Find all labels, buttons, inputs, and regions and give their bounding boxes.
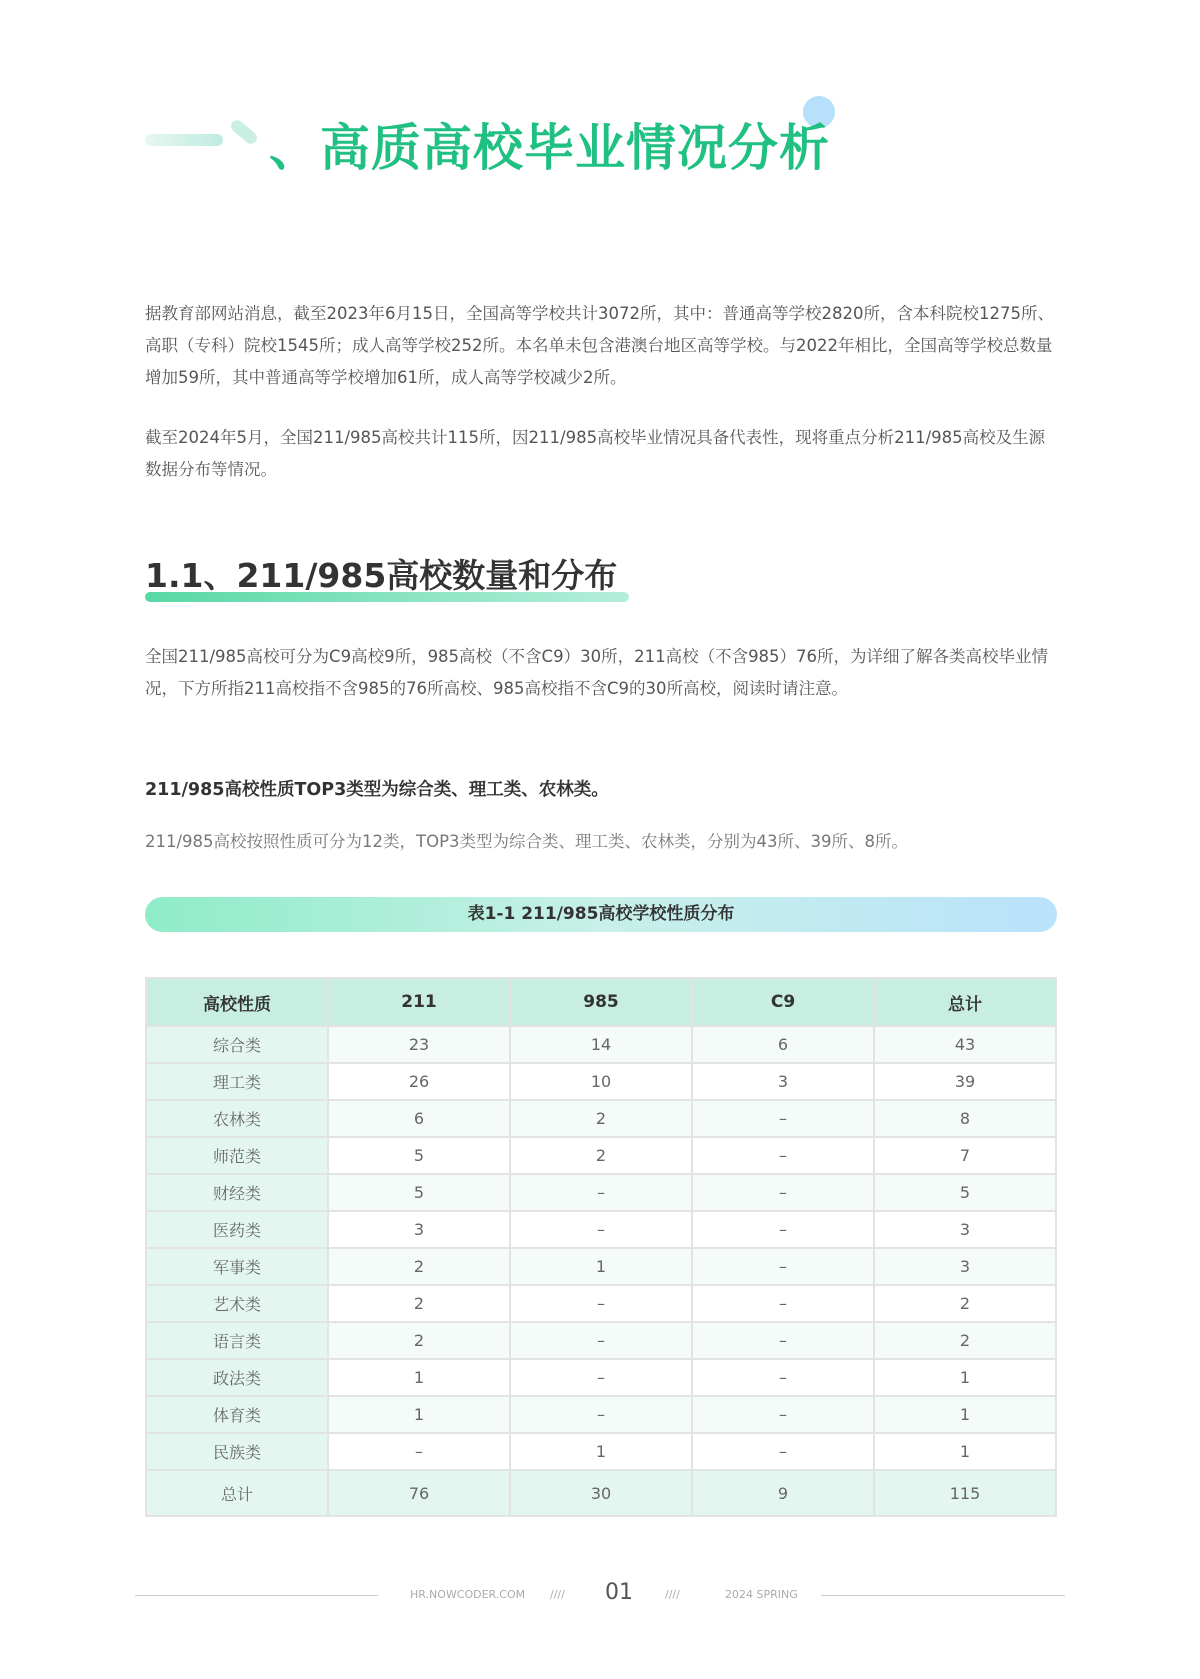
cell-total: 2	[874, 1285, 1056, 1322]
cell-c9: –	[692, 1359, 874, 1396]
cell-c9: –	[692, 1433, 874, 1470]
cell-type: 综合类	[146, 1026, 328, 1063]
table-row	[146, 1285, 1056, 1322]
footer-slashes-right: ////	[665, 1588, 680, 1601]
cell-211: 2	[328, 1248, 510, 1285]
cell-211: 5	[328, 1174, 510, 1211]
cell-985: –	[510, 1211, 692, 1248]
footer-line-left	[135, 1595, 378, 1596]
cell-985: –	[510, 1174, 692, 1211]
cell-total: 8	[874, 1100, 1056, 1137]
cell-c9: –	[692, 1248, 874, 1285]
cell-211: –	[328, 1433, 510, 1470]
intro-paragraph-2: 截至2024年5月，全国211/985高校共计115所，因211/985高校毕业情况具备代表性，现将重点分析211/985高校及生源数据分布等情况。	[145, 428, 1046, 479]
cell-985: 2	[510, 1137, 692, 1174]
header-211: 211	[328, 978, 510, 1026]
footer-site: HR.NOWCODER.COM	[410, 1588, 526, 1601]
footer-season: 2024 SPRING	[725, 1588, 798, 1601]
cell-total: 39	[874, 1063, 1056, 1100]
table-row	[146, 1211, 1056, 1248]
table-row	[146, 1248, 1056, 1285]
cell-type: 艺术类	[146, 1285, 328, 1322]
total-label: 总计	[146, 1470, 328, 1516]
section-heading	[145, 550, 655, 604]
table-caption: 表1-1 211/985高校学校性质分布	[145, 897, 1057, 932]
cell-c9: –	[692, 1137, 874, 1174]
table-row	[146, 1026, 1056, 1063]
cell-type: 军事类	[146, 1248, 328, 1285]
cell-c9: –	[692, 1396, 874, 1433]
cell-211: 26	[328, 1063, 510, 1100]
cell-985: 1	[510, 1248, 692, 1285]
cell-total: 3	[874, 1211, 1056, 1248]
page-footer	[135, 1580, 1065, 1610]
cell-211: 1	[328, 1396, 510, 1433]
cell-type: 师范类	[146, 1137, 328, 1174]
cell-c9: 3	[692, 1063, 874, 1100]
cell-985: 10	[510, 1063, 692, 1100]
table-row	[146, 1100, 1056, 1137]
heading-title: 、高质高校毕业情况分析	[269, 119, 830, 177]
cell-c9: –	[692, 1322, 874, 1359]
total-sum: 115	[874, 1470, 1056, 1516]
heading-comma-mark	[229, 118, 260, 146]
cell-total: 7	[874, 1137, 1056, 1174]
cell-211: 6	[328, 1100, 510, 1137]
cell-c9: –	[692, 1211, 874, 1248]
cell-type: 理工类	[146, 1063, 328, 1100]
table-header-row	[146, 978, 1056, 1026]
cell-c9: –	[692, 1100, 874, 1137]
table-total-row	[146, 1470, 1056, 1516]
cell-total: 2	[874, 1322, 1056, 1359]
cell-type: 财经类	[146, 1174, 328, 1211]
page-number: 01	[605, 1580, 633, 1605]
cell-211: 5	[328, 1137, 510, 1174]
table-row	[146, 1063, 1056, 1100]
header-985: 985	[510, 978, 692, 1026]
header-c9: C9	[692, 978, 874, 1026]
cell-985: –	[510, 1285, 692, 1322]
cell-total: 43	[874, 1026, 1056, 1063]
cell-985: –	[510, 1396, 692, 1433]
total-985: 30	[510, 1470, 692, 1516]
cell-985: 1	[510, 1433, 692, 1470]
cell-985: 14	[510, 1026, 692, 1063]
table-row	[146, 1322, 1056, 1359]
section-paragraph-1: 全国211/985高校可分为C9高校9所，985高校（不含C9）30所，211高校（不含985）76所，为详细了解各类高校毕业情况，下方所指211高校指不含985的76所高校、985高校指不含C9的30所高校，阅读时请注意。	[145, 647, 1049, 698]
cell-total: 1	[874, 1396, 1056, 1433]
main-heading	[145, 108, 865, 188]
cell-985: –	[510, 1359, 692, 1396]
cell-211: 23	[328, 1026, 510, 1063]
section-paragraph-2: 211/985高校按照性质可分为12类，TOP3类型为综合类、理工类、农林类，分别为43所、39所、8所。	[145, 832, 909, 851]
header-type: 高校性质	[146, 978, 328, 1026]
cell-211: 2	[328, 1285, 510, 1322]
footer-slashes-left: ////	[550, 1588, 565, 1601]
cell-type: 医药类	[146, 1211, 328, 1248]
cell-total: 3	[874, 1248, 1056, 1285]
table-row	[146, 1137, 1056, 1174]
table-row	[146, 1433, 1056, 1470]
cell-211: 3	[328, 1211, 510, 1248]
cell-c9: –	[692, 1174, 874, 1211]
cell-total: 1	[874, 1433, 1056, 1470]
cell-type: 语言类	[146, 1322, 328, 1359]
cell-c9: –	[692, 1285, 874, 1322]
table-row	[146, 1174, 1056, 1211]
intro-paragraph-1: 据教育部网站消息，截至2023年6月15日，全国高等学校共计3072所，其中：普通高等学校2820所，含本科院校1275所、高职（专科）院校1545所；成人高等学校252所。本名单未包含港澳台地区高等学校。与2022年相比，全国高等学校总数量增加59所，其中普通高等学校增加61所，成人高等学校减少2所。	[145, 304, 1054, 387]
total-211: 76	[328, 1470, 510, 1516]
total-c9: 9	[692, 1470, 874, 1516]
header-total: 总计	[874, 978, 1056, 1026]
heading-number-bar	[145, 134, 223, 146]
table-row	[146, 1396, 1056, 1433]
cell-985: –	[510, 1322, 692, 1359]
cell-211: 2	[328, 1322, 510, 1359]
section-title: 1.1、211/985高校数量和分布	[145, 556, 618, 595]
cell-total: 5	[874, 1174, 1056, 1211]
cell-total: 1	[874, 1359, 1056, 1396]
cell-985: 2	[510, 1100, 692, 1137]
cell-type: 民族类	[146, 1433, 328, 1470]
cell-type: 政法类	[146, 1359, 328, 1396]
cell-type: 农林类	[146, 1100, 328, 1137]
section-subhead: 211/985高校性质TOP3类型为综合类、理工类、农林类。	[145, 780, 609, 800]
footer-line-right	[821, 1595, 1065, 1596]
cell-c9: 6	[692, 1026, 874, 1063]
cell-211: 1	[328, 1359, 510, 1396]
cell-type: 体育类	[146, 1396, 328, 1433]
school-type-table	[145, 977, 1057, 1517]
table-row	[146, 1359, 1056, 1396]
